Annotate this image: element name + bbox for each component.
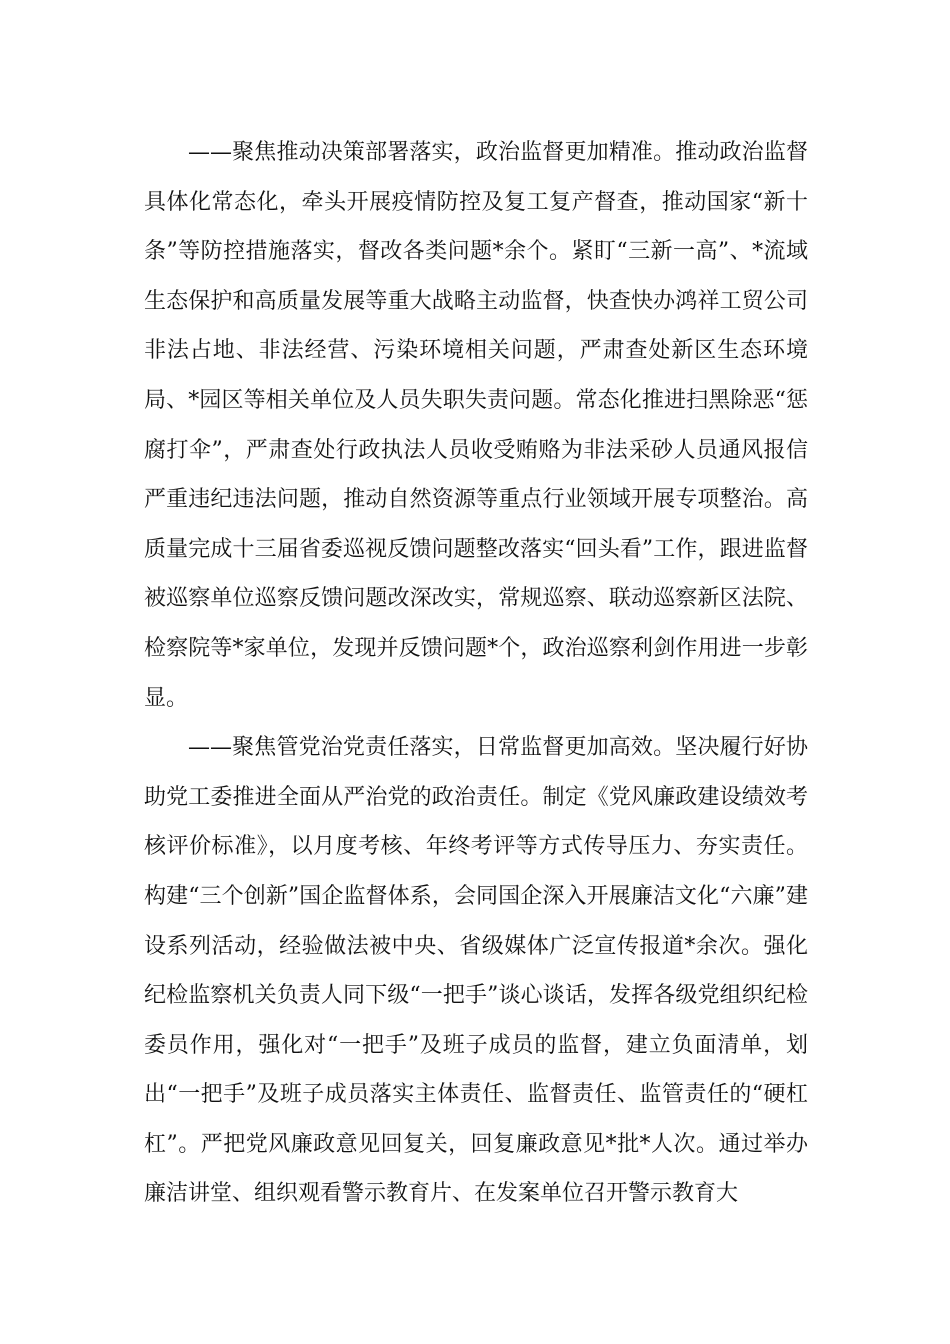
- paragraph-daily-supervision: ——聚焦管党治党责任落实，日常监督更加高效。坚决履行好协助党工委推进全面从严治党的政治责任。制定《党风廉政建设绩效考核评价标准》，以月度考核、年终考评等方式传导压力、夯实责任。构建“三个创新”国企监督体系，会同国企深入开展廉洁文化“六廉”建设系列活动，经验做法被中央、省级媒体广泛宣传报道*余次。强化纪检监察机关负责人同下级“一把手”谈心谈话，发挥各级党组织纪检委员作用，强化对“一把手”及班子成员的监督，建立负面清单，划出“一把手”及班子成员落实主体责任、监督责任、监管责任的“硬杠杠”。严把党风廉政意见回复关，回复廉政意见*批*人次。通过举办廉洁讲堂、组织观看警示教育片、在发案单位召开警示教育大: [144, 735, 808, 1207]
- document-body: [144, 128, 808, 1219]
- paragraph-political-supervision: ——聚焦推动决策部署落实，政治监督更加精准。推动政治监督具体化常态化，牵头开展疫情防控及复工复产督查，推动国家“新十条”等防控措施落实，督改各类问题*余个。紧盯“三新一高”、*流域生态保护和高质量发展等重大战略主动监督，快查快办鸿祥工贸公司非法占地、非法经营、污染环境相关问题，严肃查处新区生态环境局、*园区等相关单位及人员失职失责问题。常态化推进扫黑除恶“惩腐打伞”，严肃查处行政执法人员收受贿赂为非法采砂人员通风报信严重违纪违法问题，推动自然资源等重点行业领域开展专项整治。高质量完成十三届省委巡视反馈问题整改落实“回头看”工作，跟进监督被巡察单位巡察反馈问题改深改实，常规巡察、联动巡察新区法院、检察院等*家单位，发现并反馈问题*个，政治巡察利剑作用进一步彰显。: [144, 140, 808, 711]
